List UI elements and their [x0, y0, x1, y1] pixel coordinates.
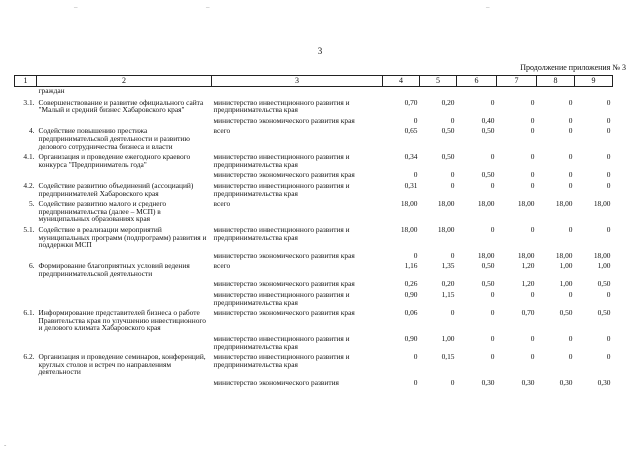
header-col-8: 8 [537, 76, 575, 87]
row-executor: министерство экономического развития края [213, 115, 355, 125]
table-row [15, 277, 613, 288]
header-col-4: 4 [383, 76, 420, 87]
row-name: Содействие в реализации мероприятий муниципальных программ (подпрограмм) развития и поддержки МСП [38, 224, 207, 250]
row-value: 0 [450, 250, 455, 260]
row-value: 18,00 [593, 199, 611, 209]
row-value: 0,40 [481, 115, 495, 125]
row-value: 0,50 [481, 279, 495, 289]
row-number: 4.2. [23, 180, 35, 190]
row-value: 0,70 [404, 97, 418, 107]
row-value: 0 [490, 352, 495, 362]
row-value: 18,00 [437, 224, 455, 234]
row-value: 1,20 [521, 261, 535, 271]
row-name [37, 288, 212, 306]
page-number: 3 [317, 46, 323, 56]
row-value: 0 [530, 152, 535, 162]
row-value: 1,16 [404, 261, 418, 271]
row-value: 0 [413, 250, 418, 260]
table-row [15, 114, 613, 125]
row-value: 0 [530, 352, 535, 362]
row-value: 0 [490, 290, 495, 300]
row-value: 0 [606, 352, 611, 362]
row-name [37, 277, 212, 288]
row-value: 0,50 [481, 261, 495, 271]
scan-mark: – [74, 3, 78, 11]
row-executor: министерство инвестиционного развития и предпринимательства края [213, 352, 350, 369]
header-col-5: 5 [420, 76, 457, 87]
row-value: 0 [490, 308, 495, 318]
carry-row [15, 87, 613, 95]
row-value: 0 [568, 180, 573, 190]
row-executor: всего [213, 199, 231, 209]
row-name: Содействие повышению престижа предпринимательской деятельности и развитию делового сотрудничества бизнеса и власти [38, 126, 190, 151]
row-value: 18,00 [437, 199, 455, 209]
row-name: Организация и проведение ежегодного краевого конкурса "Предприниматель года" [38, 152, 191, 169]
row-executor: министерство инвестиционного развития и предпринимательства края [213, 290, 350, 307]
row-value: 0 [606, 170, 611, 180]
row-value: 0 [450, 115, 455, 125]
row-name [37, 376, 212, 387]
header-row [15, 76, 613, 87]
row-value: 0 [606, 152, 611, 162]
row-value: 1,00 [441, 334, 455, 344]
row-value: 18,00 [555, 250, 573, 260]
row-number: 5. [28, 199, 35, 209]
row-value: 1,20 [521, 279, 535, 289]
row-number [15, 277, 37, 288]
row-value: 0 [606, 115, 611, 125]
row-value: 0 [450, 378, 455, 387]
row-value: 0 [568, 170, 573, 180]
row-executor: министерство инвестиционного развития и предпринимательства края [213, 97, 350, 115]
row-executor: министерство экономического развития края [213, 279, 355, 289]
table-row [15, 376, 613, 387]
budget-table [14, 75, 613, 387]
row-name: Формирование благоприятных условий ведения предпринимательской деятельности [38, 261, 190, 278]
scan-mark: - [4, 441, 7, 449]
row-value: 0 [530, 224, 535, 234]
row-value: 18,00 [555, 199, 573, 209]
row-value: 0 [568, 115, 573, 125]
row-name [37, 114, 212, 125]
row-value: 18,00 [477, 250, 495, 260]
row-value: 1,00 [559, 279, 573, 289]
row-value: 0,30 [481, 378, 495, 387]
row-number [15, 114, 37, 125]
table-row [15, 350, 613, 376]
header-col-2: 2 [37, 76, 212, 87]
row-number: 4.1. [23, 152, 35, 162]
row-executor: министерство экономического развития края [213, 308, 355, 318]
row-value: 18,00 [477, 199, 495, 209]
row-value: 0,30 [559, 378, 573, 387]
row-value: 0 [490, 224, 495, 234]
row-name [37, 249, 212, 260]
row-number: 5.1. [23, 224, 35, 234]
header-col-3: 3 [212, 76, 383, 87]
table-row [15, 249, 613, 260]
row-executor: всего [213, 261, 231, 271]
row-name: Информирование представителей бизнеса о работе Правительства края по улучшению инвестиционного и делового климата Хабаровского края [38, 308, 206, 333]
row-value: 0 [490, 180, 495, 190]
table-row [15, 197, 613, 223]
row-value: 1,00 [559, 261, 573, 271]
continuation-caption: Продолжение приложения № 3 [520, 63, 626, 72]
row-value: 18,00 [400, 199, 418, 209]
row-value: 0 [530, 334, 535, 344]
row-value: 1,00 [597, 261, 611, 271]
row-name [37, 332, 212, 350]
row-number [15, 376, 37, 387]
row-value: 0,30 [521, 378, 535, 387]
row-value: 0,31 [404, 180, 418, 190]
row-executor: министерство экономического развития края [213, 170, 355, 180]
row-number [15, 332, 37, 350]
row-number [15, 288, 37, 306]
row-value: 0,50 [441, 126, 455, 136]
row-value: 0 [530, 170, 535, 180]
row-number: 3.1. [23, 97, 35, 107]
row-value: 0 [568, 290, 573, 300]
row-value: 18,00 [517, 250, 535, 260]
row-value: 0,50 [597, 279, 611, 289]
row-name: Организация и проведение семинаров, конференций, круглых столов и встреч по направлениям деятельности [38, 352, 206, 377]
row-name [37, 168, 212, 179]
table-row [15, 168, 613, 179]
row-value: 0,50 [481, 170, 495, 180]
row-number: 6.2. [23, 352, 35, 362]
row-value: 0 [606, 126, 611, 136]
row-value: 0 [450, 170, 455, 180]
row-executor: министерство инвестиционного развития и предпринимательства края [213, 152, 350, 169]
row-value: 0 [530, 115, 535, 125]
row-executor: министерство инвестиционного развития и предпринимательства края [213, 180, 350, 198]
row-value: 0 [413, 352, 418, 362]
row-value: 0,34 [404, 152, 418, 162]
row-value: 18,00 [400, 224, 418, 234]
row-value: 0 [606, 290, 611, 300]
row-value: 1,35 [441, 261, 455, 271]
row-value: 0 [413, 170, 418, 180]
row-value: 0,20 [441, 97, 455, 107]
row-value: 0 [568, 334, 573, 344]
row-value: 0,50 [597, 308, 611, 318]
header-col-1: 1 [15, 76, 37, 87]
row-value: 0 [606, 334, 611, 344]
carry-text: граждан [38, 86, 65, 95]
row-value: 0 [413, 115, 418, 125]
table-row [15, 306, 613, 332]
row-value: 0 [450, 308, 455, 318]
table-row [15, 179, 613, 197]
header-col-6: 6 [457, 76, 497, 87]
row-executor: министерство экономического развития края [213, 250, 355, 260]
row-value: 0 [530, 180, 535, 190]
row-number: 6.1. [23, 308, 35, 318]
row-value: 18,00 [593, 250, 611, 260]
row-value: 0,20 [441, 279, 455, 289]
row-number [15, 249, 37, 260]
row-value: 0,50 [559, 308, 573, 318]
table-row [15, 124, 613, 150]
row-name: Совершенствование и развитие официального сайта "Малый и средний бизнес Хабаровского края" [38, 97, 204, 115]
header-col-9: 9 [575, 76, 613, 87]
row-value: 0 [530, 126, 535, 136]
row-value: 0 [490, 334, 495, 344]
row-value: 0,70 [521, 308, 535, 318]
table-row [15, 259, 613, 277]
scan-mark: – [206, 3, 210, 11]
row-value: 0 [568, 152, 573, 162]
row-value: 0,06 [404, 308, 418, 318]
row-value: 0 [606, 180, 611, 190]
row-value: 0 [530, 290, 535, 300]
row-value: 0 [568, 224, 573, 234]
row-value: 0 [606, 224, 611, 234]
row-value: 0 [606, 97, 611, 107]
row-executor: министерство экономического развития [213, 378, 339, 387]
row-number: 4. [28, 126, 35, 136]
row-value: 0 [568, 352, 573, 362]
row-name: Содействие развитию малого и среднего предпринимательства (далее – МСП) в муниципальных образованиях края [38, 199, 167, 224]
row-value: 0 [490, 152, 495, 162]
row-value: 0,50 [481, 126, 495, 136]
row-value: 0 [568, 126, 573, 136]
row-value: 0,65 [404, 126, 418, 136]
row-executor: министерство инвестиционного развития и предпринимательства края [213, 224, 350, 242]
row-value: 0 [568, 97, 573, 107]
row-name: Содействие развитию объединений (ассоциаций) предпринимателей Хабаровского края [38, 180, 194, 198]
row-value: 0 [413, 378, 418, 387]
row-executor: министерство инвестиционного развития и предпринимательства края [213, 334, 350, 351]
scan-mark: – [486, 3, 490, 11]
table-row [15, 150, 613, 168]
row-number: 6. [28, 261, 35, 271]
header-col-7: 7 [497, 76, 537, 87]
row-value: 0,30 [597, 378, 611, 387]
table-row [15, 288, 613, 306]
row-number [15, 168, 37, 179]
row-value: 0,15 [441, 352, 455, 362]
row-value: 0,90 [404, 290, 418, 300]
table-row [15, 95, 613, 114]
row-value: 0 [530, 97, 535, 107]
table-row [15, 332, 613, 350]
row-executor: всего [213, 126, 231, 136]
row-value: 0 [450, 180, 455, 190]
row-value: 0,26 [404, 279, 418, 289]
table-body [15, 87, 613, 387]
row-value: 0,90 [404, 334, 418, 344]
table-row [15, 223, 613, 249]
row-value: 1,15 [441, 290, 455, 300]
row-value: 0,50 [441, 152, 455, 162]
row-value: 0 [490, 97, 495, 107]
row-value: 18,00 [517, 199, 535, 209]
